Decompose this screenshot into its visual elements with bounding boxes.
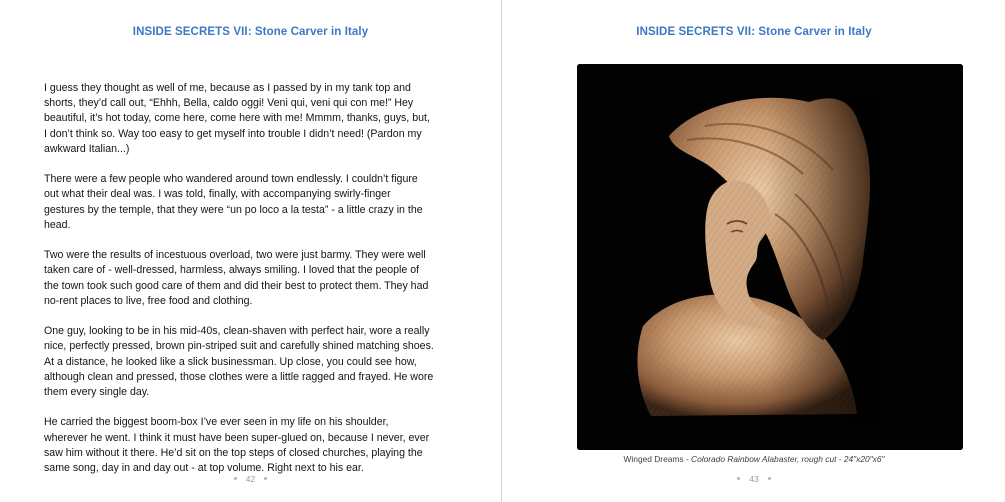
paragraph: He carried the biggest boom-box I’ve ever seen in my life on his shoulder, wherever he went. I think it must have been super-glued on, because I never, ever saw him without it there. He’d sit on the top steps of closed churches, playing the same song, day in and day out - at top volume. Right next to his ear. — [44, 416, 430, 475]
caption-title: Winged Dreams - — [623, 454, 692, 464]
body-text — [44, 81, 434, 491]
page-number — [0, 474, 501, 484]
running-head: INSIDE SECRETS VII: Stone Carver in Italy — [132, 26, 369, 38]
photo-caption — [503, 454, 1005, 464]
bullet-icon — [234, 477, 237, 480]
page-number — [503, 474, 1005, 484]
right-page — [503, 0, 1005, 502]
paragraph: There were a few people who wandered around town endlessly. I couldn’t figure out what their deal was. I was told, finally, with accompanying swirly-finger gestures by the temple, that they were “un po loco a la testa” - a little crazy in the head. — [44, 173, 423, 231]
page-number-value: 42 — [245, 474, 256, 484]
paragraph: I guess they thought as well of me, because as I passed by in my tank top and shorts, they’d call out, “Ehhh, Bella, caldo oggi! Veni qui, veni qui con me!” Hey beautiful, it’s hot today, come here, come here with me! Mmmm, thanks, guys, but, I don’t think so. Way too easy to get myself into trouble I didn’t need! (Pardon my awkward Italian...) — [44, 82, 430, 155]
paragraph: One guy, looking to be in his mid-40s, clean-shaven with perfect hair, wore a really nice, perfectly pressed, brown pin-striped suit and carefully shined matching shoes. At a distance, he looked like a slick businessman. Up close, you could see how, although clean and pressed, those clothes were a little ragged and frayed. He wore them every single day. — [44, 325, 434, 399]
left-page — [0, 0, 502, 502]
bullet-icon — [264, 477, 267, 480]
running-head: INSIDE SECRETS VII: Stone Carver in Italy — [636, 26, 872, 38]
page-number-value: 43 — [749, 474, 759, 484]
bullet-icon — [768, 477, 771, 480]
sculpture-photo — [577, 64, 963, 450]
paragraph: Two were the results of incestuous overload, two were just barmy. They were well taken care of - well-dressed, harmless, always smiling. I loved that the people of the town took such good care of them and did their best to protect them. They had no-rent places to live, free food and clothing. — [44, 249, 429, 307]
caption-detail: Colorado Rainbow Alabaster, rough cut - 24"x20"x6" — [691, 454, 885, 464]
bullet-icon — [737, 477, 740, 480]
